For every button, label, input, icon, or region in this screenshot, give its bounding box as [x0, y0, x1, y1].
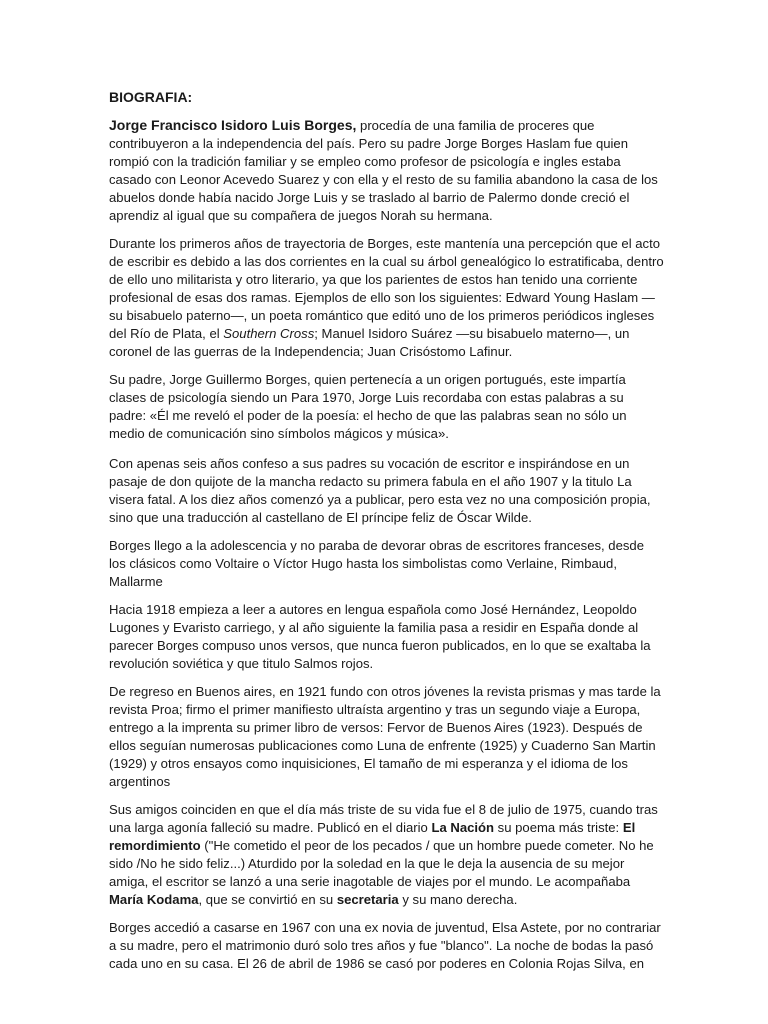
paragraph-lineage-text-a: Durante los primeros años de trayectoria de Borges, este mantenía una percepción que el acto de escribir es debido a las dos corrientes en la cual su árbol genealógico lo estratificaba, dentro de ello uno militarista y otro literario, ya que los parientes de estos han tenido una corriente profesional de esas dos ramas. Ejemplos de ello son los siguientes: Edward Young Haslam —su bisabuelo paterno—, un poeta romántico que editó uno de los primeros periódicos ingleses del Río de Plata, el [109, 236, 664, 341]
paragraph-spain: Hacia 1918 empieza a leer a autores en lengua española como José Hernández, Leopoldo Lugones y Evaristo carriego, y al año siguiente la familia pasa a residir en España donde al parecer Borges compuso unos versos, que nunca fueron publicados, en lo que se exaltaba la revolución soviética y que titulo Salmos rojos. [109, 602, 651, 671]
paragraph-mother-text-a: Sus amigos coinciden en que el día más triste de su vida fue el 8 de julio de 1975, cuando tras una larga agonía falleció su madre. Publicó en el diario [109, 802, 658, 835]
paragraph-marriage: Borges accedió a casarse en 1967 con una ex novia de juventud, Elsa Astete, por no contrariar a su madre, pero el matrimonio duró solo tres años y fue "blanco". La noche de bodas la pasó cada uno en su casa. El 26 de abril de 1986 se casó por poderes en Colonia Rojas Silva, en [109, 920, 661, 971]
subject-name: Jorge Francisco Isidoro Luis Borges, [109, 117, 357, 133]
maria-kodama-bold: María Kodama [109, 892, 199, 907]
la-nacion-bold: La Nación [431, 820, 495, 835]
southern-cross-title: Southern Cross [223, 326, 315, 341]
paragraph-intro [109, 116, 664, 225]
paragraph-lineage-text-b: ; Manuel Isidoro Suárez —su bisabuelo materno—, un coronel de las guerras de la Independencia; Juan Crisóstomo Lafinur. [109, 326, 630, 359]
el-remordimiento-bold: El remordimiento [109, 820, 636, 853]
paragraph-mother-text-b: su poema más triste: [494, 820, 623, 835]
paragraph-intro-text: procedía de una familia de proceres que contribuyeron a la independencia del país. Pero su padre Jorge Borges Haslam fue quien rompió con la tradición familiar y se empleo como profesor de psicología e ingles estaba casado con Leonor Acevedo Suarez y con ella y el resto de su familia abandono la casa de los abuelos donde había nacido Jorge Luis y se traslado al barrio de Palermo donde creció el aprendiz al igual que su compañera de juegos Norah su hermana. [109, 118, 658, 223]
paragraph-lineage [109, 235, 664, 361]
paragraph-mother-text-e: y su mano derecha. [398, 892, 518, 907]
secretaria-bold: secretaria [336, 892, 399, 907]
paragraph-adolescence: Borges llego a la adolescencia y no paraba de devorar obras de escritores franceses, desde los clásicos como Voltaire o Víctor Hugo hasta los simbolistas como Verlaine, Rimbaud, Mallarme [109, 538, 644, 589]
paragraph-mother-death [109, 801, 664, 909]
paragraph-buenos-aires: De regreso en Buenos aires, en 1921 fundo con otros jóvenes la revista prismas y mas tarde la revista Proa; firmo el primer manifiesto ultraísta argentino y tras un segundo viaje a Europa, entrego a la imprenta su primer libro de versos: Fervor de Buenos Aires (1923). Después de ellos seguían numerosas publicaciones como Luna de enfrente (1925) y Cuaderno San Martin (1929) y otros ensayos como inquisiciones, El tamaño de mi esperanza y el idioma de los argentinos [109, 684, 661, 789]
paragraph-father: Su padre, Jorge Guillermo Borges, quien pertenecía a un origen portugués, este impartía clases de psicología siendo un Para 1970, Jorge Luis recordaba con estas palabras a su padre: «Él me reveló el poder de la poesía: el hecho de que las palabras sean no sólo un medio de comunicación sino símbolos mágicos y música». [109, 372, 627, 441]
paragraph-mother-text-d: , que se convirtió en su [198, 892, 337, 907]
paragraph-mother-text-c: ("He cometido el peor de los pecados / que un hombre puede cometer. No he sido /No he sido feliz...) Aturdido por la soledad en la que le deja la ausencia de su mejor amiga, el escritor se lanzó a una serie inagotable de viajes por el mundo. Le acompañaba [109, 838, 654, 889]
paragraph-childhood: Con apenas seis años confeso a sus padres su vocación de escritor e inspirándose en un pasaje de don quijote de la mancha redacto su primera fabula en el año 1907 y la titulo La visera fatal. A los diez años comenzó ya a publicar, pero esta vez no una composición propia, sino que una traducción al castellano de El príncipe feliz de Óscar Wilde. [109, 456, 651, 525]
document-heading: BIOGRAFIA: [109, 89, 193, 105]
